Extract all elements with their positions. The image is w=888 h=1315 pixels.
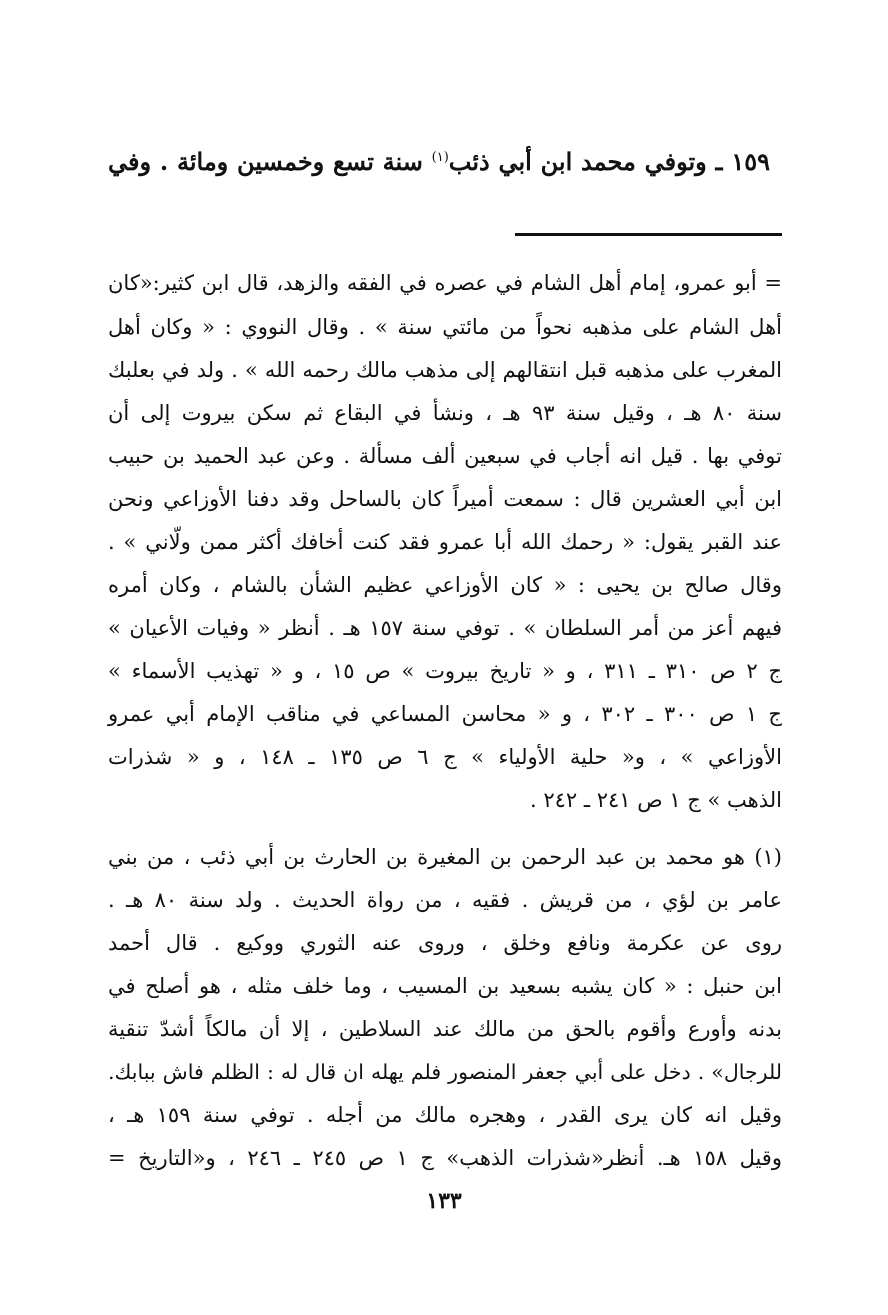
footnote-marker: (١) — [431, 150, 449, 165]
footnote-line: للرجال» . دخل على أبي جعفر المنصور فلم يهله ان قال له : الظلم فاش ببابك. — [108, 1060, 782, 1084]
footnote-line: وقال صالح بن يحيى : « كان الأوزاعي عظيم الشأن بالشام ، وكان أمره — [108, 573, 782, 597]
footnote-line: (١) هو محمد بن عبد الرحمن بن المغيرة بن الحارث بن أبي ذئب ، من بني — [108, 845, 782, 869]
footnote-line: الأوزاعي » ، و« حلية الأولياء » ج ٦ ص ١٣٥ ـ ١٤٨ ، و « شذرات — [108, 745, 782, 769]
footnote-line: ج ٢ ص ٣١٠ ـ ٣١١ ، و « تاريخ بيروت » ص ١٥ ، و « تهذيب الأسماء » — [108, 659, 783, 683]
main-text-continuation: سنة تسع وخمسين ومائة . وفي — [108, 147, 432, 176]
page-number: ١٣٣ — [426, 1188, 462, 1214]
footnote-line: فيهم أعز من أمر السلطان » . توفي سنة ١٥٧ هـ . أنظر « وفيات الأعيان » — [108, 616, 782, 640]
footnote-line: ابن حنبل : « كان يشبه بسعيد بن المسيب ، وما خلف مثله ، هو أصلح في — [108, 974, 782, 998]
footnote-line: المغرب على مذهبه قبل انتقالهم إلى مذهب مالك رحمه الله » . ولد في بعلبك — [108, 358, 782, 382]
footnote-line: ج ١ ص ٣٠٠ ـ ٣٠٢ ، و « محاسن المساعي في مناقب الإمام أبي عمرو — [108, 702, 782, 726]
footnote-line: عامر بن لؤي ، من قريش . فقيه ، من رواة الحديث . ولد سنة ٨٠ هـ . — [108, 888, 782, 912]
main-text: ١٥٩ ـ وتوفي محمد ابن أبي ذئب — [448, 147, 770, 176]
main-text-line — [108, 135, 770, 185]
footnote-line: = أبو عمرو، إمام أهل الشام في عصره في الفقه والزهد، قال ابن كثير:«كان — [108, 271, 782, 295]
footnote-line: سنة ٨٠ هـ ، وقيل سنة ٩٣ هـ ، ونشأ في البقاع ثم سكن بيروت إلى أن — [108, 401, 782, 425]
footnote-line: روى عن عكرمة ونافع وخلق ، وروى عنه الثوري ووكيع . قال أحمد — [108, 931, 782, 955]
footnote-line: توفي بها . قيل انه أجاب في سبعين ألف مسألة . وعن عبد الحميد بن حبيب — [108, 444, 782, 468]
footnote-line: بدنه وأورع وأقوم بالحق من مالك عند السلاطين ، إلا أن مالكاً أشدّ تنقية — [108, 1017, 782, 1041]
footnote-separator — [515, 233, 782, 236]
footnote-line: الذهب » ج ١ ص ٢٤١ ـ ٢٤٢ . — [530, 788, 782, 812]
footnote-line: عند القبر يقول: « رحمك الله أبا عمرو فقد كنت أخافك أكثر ممن ولّاني » . — [108, 530, 782, 554]
footnote-line: وقيل انه كان يرى القدر ، وهجره مالك من أجله . توفي سنة ١٥٩ هـ ، — [108, 1103, 782, 1127]
footnote-line: وقيل ١٥٨ هـ. أنظر«شذرات الذهب» ج ١ ص ٢٤٥ ـ ٢٤٦ ، و«التاريخ = — [108, 1146, 782, 1170]
footnote-line: أهل الشام على مذهبه نحواً من مائتي سنة » . وقال النووي : « وكان أهل — [108, 315, 782, 339]
footnote-line: ابن أبي العشرين قال : سمعت أميراً كان بالساحل وقد دفنا الأوزاعي ونحن — [108, 487, 782, 511]
